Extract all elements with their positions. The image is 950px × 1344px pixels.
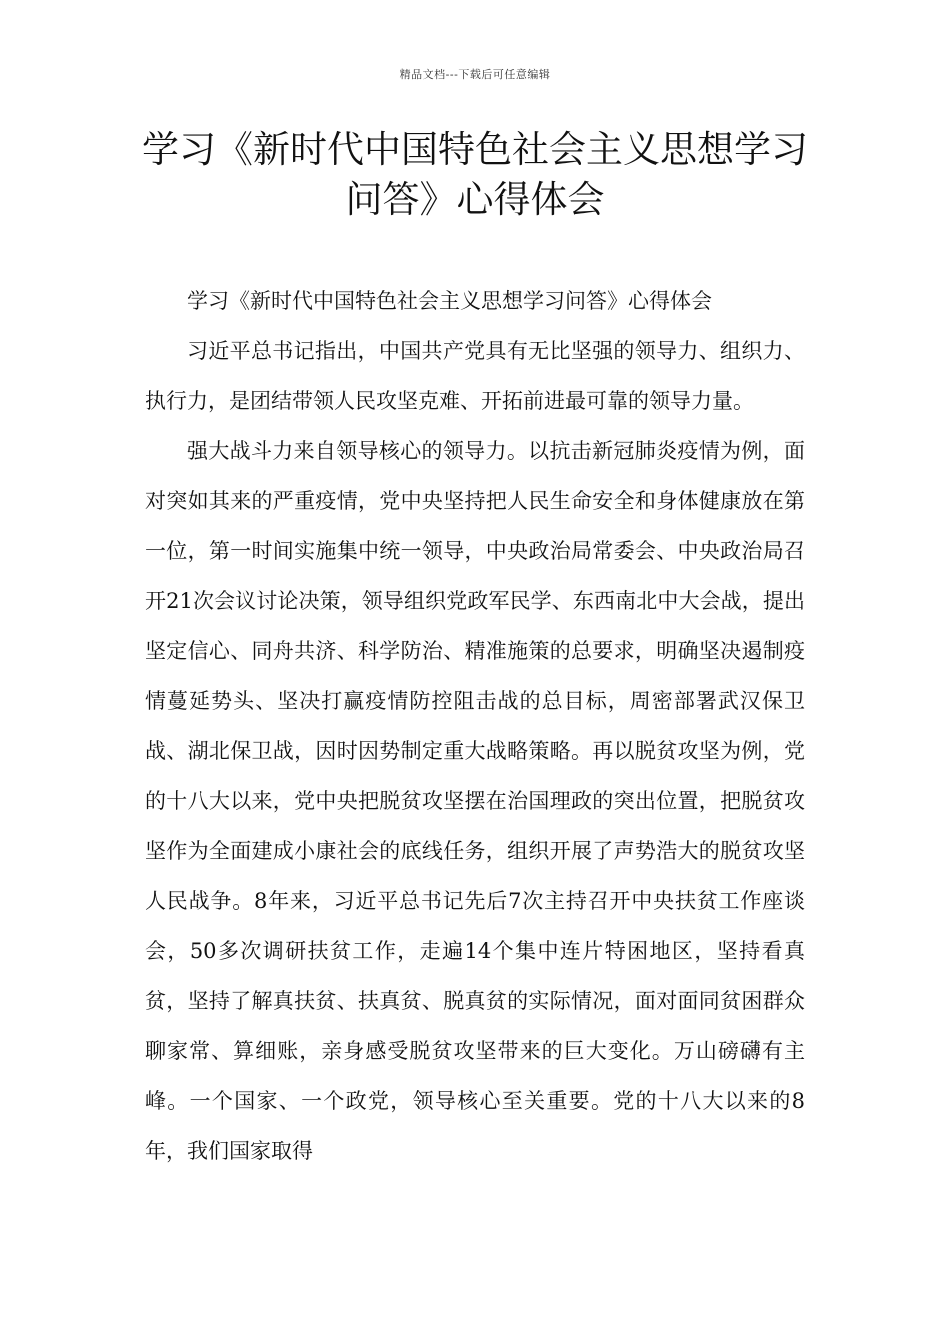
paragraph-subtitle: 学习《新时代中国特色社会主义思想学习问答》心得体会 xyxy=(187,289,712,313)
paragraph: 习近平总书记指出，中国共产党具有无比坚强的领导力、组织力、执行力，是团结带领人民攻坚克难、开拓前进最可靠的领导力量。 xyxy=(145,339,805,413)
paragraph: 强大战斗力来自领导核心的领导力。以抗击新冠肺炎疫情为例，面对突如其来的严重疫情，党中央坚持把人民生命安全和身体健康放在第一位，第一时间实施集中统一领导，中央政治局常委会、中央政治局召开21次会议讨论决策，领导组织党政军民学、东西南北中大会战，提出坚定信心、同舟共济、科学防治、精准施策的总要求，明确坚决遏制疫情蔓延势头、坚决打赢疫情防控阻击战的总目标，周密部署武汉保卫战、湖北保卫战，因时因势制定重大战略策略。再以脱贫攻坚为例，党的十八大以来，党中央把脱贫攻坚摆在治国理政的突出位置，把脱贫攻坚作为全面建成小康社会的底线任务，组织开展了声势浩大的脱贫攻坚人民战争。8年来，习近平总书记先后7次主持召开中央扶贫工作座谈会，50多次调研扶贫工作，走遍14个集中连片特困地区，坚持看真贫，坚持了解真扶贫、扶真贫、脱真贫的实际情况，面对面同贫困群众聊家常、算细账，亲身感受脱贫攻坚带来的巨大变化。万山磅礴有主峰。一个国家、一个政党，领导核心至关重要。党的十八大以来的8年，我们国家取得 xyxy=(145,439,805,1163)
document-body xyxy=(145,276,805,1176)
header-note: 精品文档---下载后可任意编辑 xyxy=(399,68,551,81)
document-title: 学习《新时代中国特色社会主义思想学习问答》心得体会 xyxy=(142,128,808,221)
